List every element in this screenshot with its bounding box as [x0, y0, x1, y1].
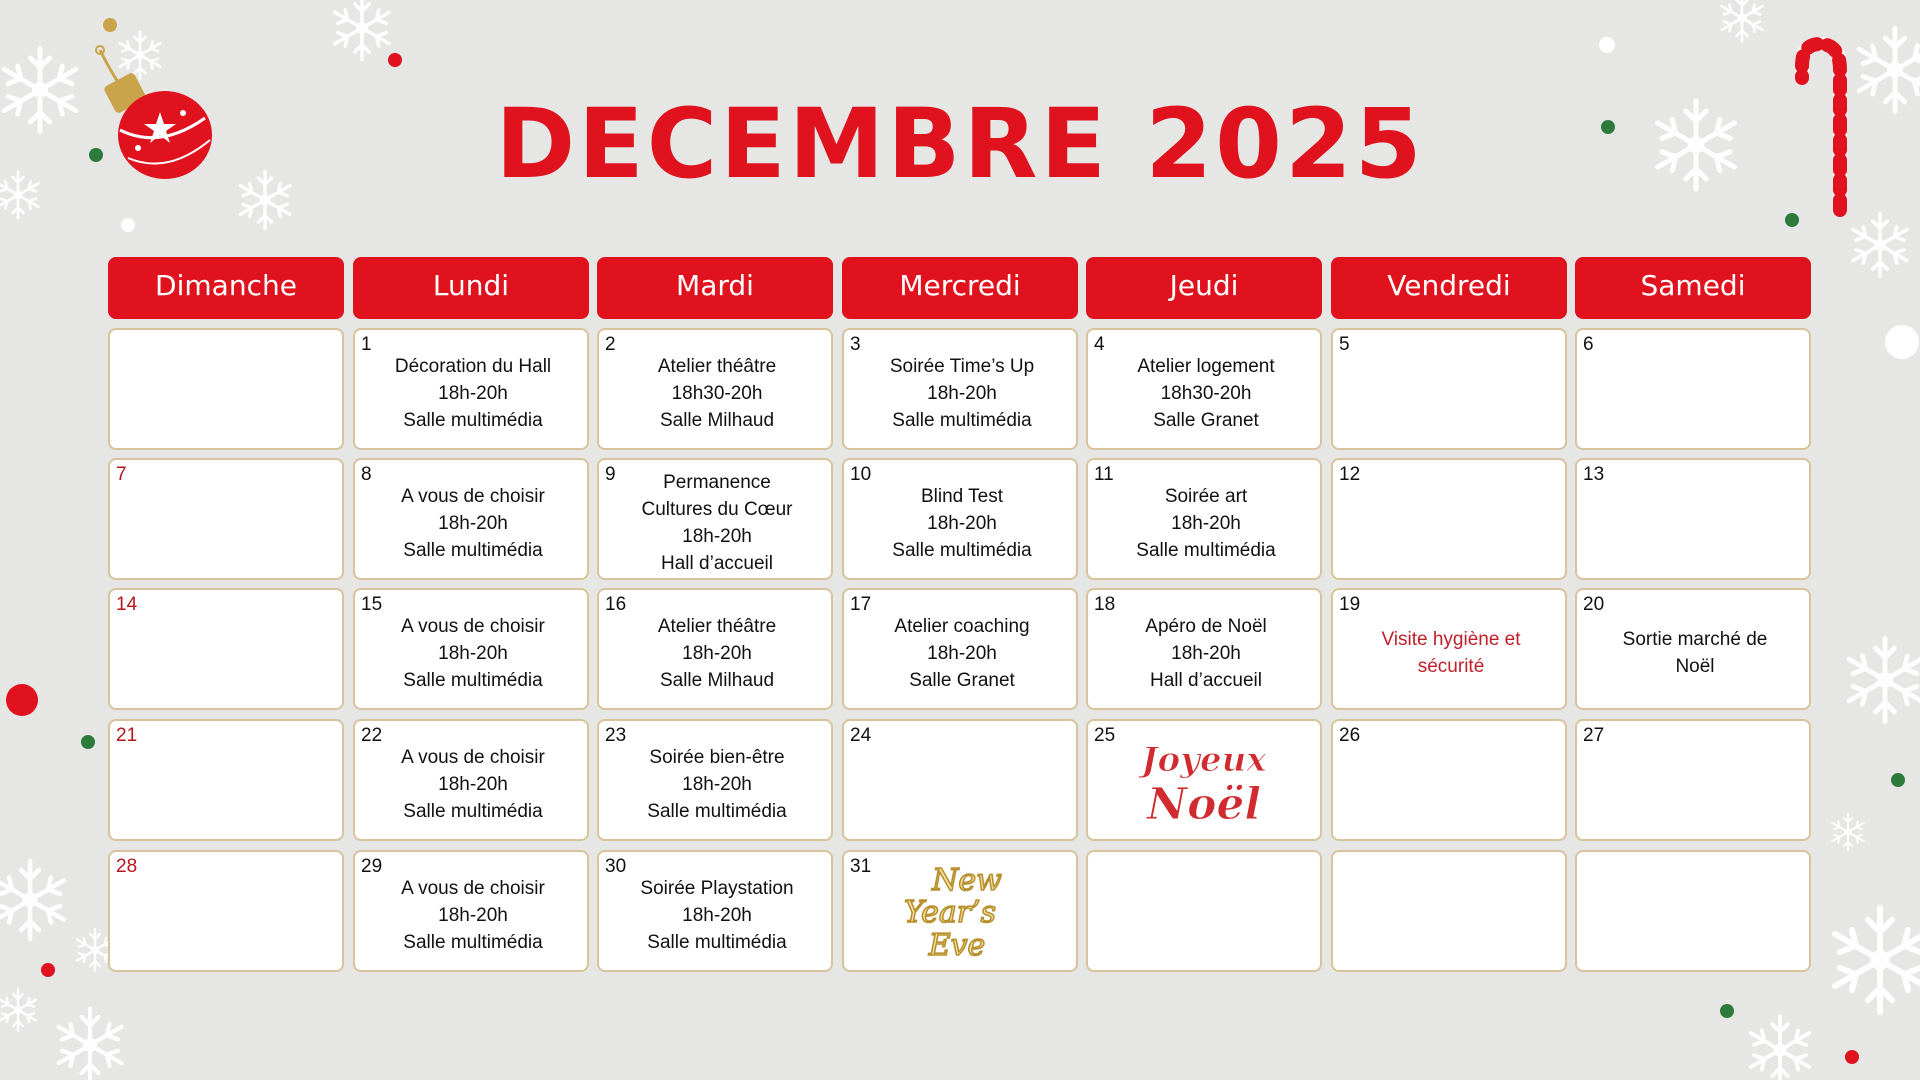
weekday-header-jeudi: Jeudi [1086, 257, 1322, 319]
day-number: 19 [1339, 594, 1361, 615]
day-number: 6 [1583, 334, 1594, 355]
event-line: A vous de choisir [401, 615, 545, 637]
day-number: 22 [361, 725, 383, 746]
day-number: 5 [1339, 334, 1350, 355]
event-line: Hall d’accueil [661, 553, 773, 574]
day-number: 17 [850, 594, 872, 615]
day-number: 16 [605, 594, 627, 615]
weekday-header-mardi: Mardi [597, 257, 833, 319]
event-details [1098, 344, 1314, 442]
day-number: 24 [850, 725, 872, 746]
day-number: 25 [1094, 725, 1116, 746]
day-number: 27 [1583, 725, 1605, 746]
weekday-header-row [0, 257, 1920, 319]
event-line: 18h-20h [927, 382, 997, 404]
day-number: 28 [116, 856, 138, 877]
event-line: Atelier théâtre [657, 615, 777, 637]
day-number: 30 [605, 856, 627, 877]
event-line: Salle multimédia [403, 669, 543, 691]
day-cell-11[interactable] [1086, 458, 1322, 580]
day-cell-1[interactable] [353, 328, 589, 450]
event-line: Salle multimédia [647, 931, 787, 953]
event-details [1587, 604, 1803, 702]
event-line: Salle Granet [909, 669, 1015, 691]
day-number: 1 [361, 334, 372, 355]
day-number: 21 [116, 725, 138, 746]
svg-text:Year’s: Year’s [903, 895, 997, 930]
day-number: 12 [1339, 464, 1361, 485]
event-line: Salle multimédia [403, 800, 543, 822]
page-title: DECEMBRE 2025 [495, 88, 1425, 200]
event-line: Salle multimédia [647, 800, 787, 822]
event-details [854, 474, 1070, 572]
day-cell-31[interactable] [842, 850, 1078, 972]
event-details [609, 474, 825, 572]
day-cell-19[interactable] [1331, 588, 1567, 710]
event-details [609, 604, 825, 702]
event-line: Salle multimédia [403, 409, 543, 431]
svg-text:New: New [932, 863, 1002, 898]
day-number: 23 [605, 725, 627, 746]
day-cell-25[interactable] [1086, 719, 1322, 841]
day-cell-20[interactable] [1575, 588, 1811, 710]
event-line: Apéro de Noël [1145, 615, 1267, 637]
day-cell-16[interactable] [597, 588, 833, 710]
svg-text:Eve: Eve [928, 928, 986, 963]
event-details [1098, 604, 1314, 702]
event-line: Soirée bien-être [649, 746, 785, 768]
event-line: 18h-20h [927, 642, 997, 664]
event-line: Soirée Playstation [640, 877, 794, 899]
event-details [609, 344, 825, 442]
event-line: Salle multimédia [1136, 539, 1276, 561]
event-line: 18h-20h [438, 773, 508, 795]
event-details [365, 344, 581, 442]
event-details [854, 344, 1070, 442]
event-line: 18h30-20h [671, 382, 763, 404]
day-cell-9[interactable] [597, 458, 833, 580]
event-line: Soirée Time’s Up [889, 355, 1035, 377]
day-cell-26[interactable] [1331, 719, 1567, 841]
day-cell-28[interactable] [108, 850, 344, 972]
day-cell-27[interactable] [1575, 719, 1811, 841]
day-number: 26 [1339, 725, 1361, 746]
event-details [854, 604, 1070, 702]
day-cell-24[interactable] [842, 719, 1078, 841]
day-cell-13[interactable] [1575, 458, 1811, 580]
event-line: 18h-20h [682, 526, 752, 547]
day-number: 20 [1583, 594, 1605, 615]
empty-day-cell[interactable] [108, 328, 344, 450]
event-line: Décoration du Hall [394, 355, 552, 377]
event-details [365, 866, 581, 964]
new-years-eve-sticker [895, 860, 1025, 964]
day-cell-6[interactable] [1575, 328, 1811, 450]
event-details [609, 735, 825, 833]
day-cell-18[interactable] [1086, 588, 1322, 710]
event-line: Salle multimédia [403, 539, 543, 561]
weekday-header-samedi: Samedi [1575, 257, 1811, 319]
day-cell-5[interactable] [1331, 328, 1567, 450]
day-cell-3[interactable] [842, 328, 1078, 450]
event-details [365, 735, 581, 833]
event-line: Cultures du Cœur [641, 499, 793, 520]
day-number: 15 [361, 594, 383, 615]
event-line: Soirée art [1164, 485, 1248, 507]
day-number: 13 [1583, 464, 1605, 485]
day-cell-2[interactable] [597, 328, 833, 450]
event-line: 18h-20h [682, 773, 752, 795]
day-cell-23[interactable] [597, 719, 833, 841]
event-line: 18h-20h [1171, 642, 1241, 664]
weekday-header-lundi: Lundi [353, 257, 589, 319]
event-line: 18h-20h [682, 904, 752, 926]
event-line: A vous de choisir [401, 746, 545, 768]
event-line: Permanence [663, 472, 771, 493]
event-line: Blind Test [920, 485, 1004, 507]
event-line: Salle multimédia [892, 409, 1032, 431]
event-line: A vous de choisir [401, 877, 545, 899]
event-line: 18h-20h [438, 382, 508, 404]
weekday-header-mercredi: Mercredi [842, 257, 1078, 319]
day-number: 18 [1094, 594, 1116, 615]
event-line: 18h-20h [1171, 512, 1241, 534]
event-line: Atelier coaching [894, 615, 1030, 637]
event-line: 18h-20h [438, 642, 508, 664]
event-details [609, 866, 825, 964]
event-details [365, 604, 581, 702]
event-details [1098, 474, 1314, 572]
day-number: 11 [1094, 464, 1114, 485]
day-cell-21[interactable] [108, 719, 344, 841]
empty-day-cell[interactable] [1086, 850, 1322, 972]
day-number: 31 [850, 856, 872, 877]
event-line: sécurité [1417, 656, 1485, 677]
day-cell-30[interactable] [597, 850, 833, 972]
day-number: 14 [116, 594, 138, 615]
event-line: Noël [1675, 656, 1715, 677]
event-line: 18h-20h [438, 512, 508, 534]
day-cell-15[interactable] [353, 588, 589, 710]
day-cell-8[interactable] [353, 458, 589, 580]
event-line: Salle multimédia [403, 931, 543, 953]
event-line: 18h-20h [682, 642, 752, 664]
day-cell-7[interactable] [108, 458, 344, 580]
day-number: 4 [1094, 334, 1105, 355]
day-number: 7 [116, 464, 127, 485]
weekday-header-dimanche: Dimanche [108, 257, 344, 319]
day-cell-29[interactable] [353, 850, 589, 972]
day-cell-4[interactable] [1086, 328, 1322, 450]
empty-day-cell[interactable] [1575, 850, 1811, 972]
day-cell-12[interactable] [1331, 458, 1567, 580]
day-cell-14[interactable] [108, 588, 344, 710]
event-line: Visite hygiène et [1381, 629, 1521, 650]
weekday-header-vendredi: Vendredi [1331, 257, 1567, 319]
event-line: Salle Milhaud [659, 409, 775, 431]
day-number: 10 [850, 464, 872, 485]
event-line: 18h-20h [927, 512, 997, 534]
day-cell-17[interactable] [842, 588, 1078, 710]
event-details [365, 474, 581, 572]
event-line: Hall d’accueil [1150, 669, 1262, 691]
empty-day-cell[interactable] [1331, 850, 1567, 972]
event-line: Atelier logement [1137, 355, 1275, 377]
event-line: Salle multimédia [892, 539, 1032, 561]
event-details [1343, 604, 1559, 702]
event-line: Salle Granet [1153, 409, 1259, 431]
day-number: 8 [361, 464, 372, 485]
day-number: 9 [605, 464, 616, 485]
event-line: 18h-20h [438, 904, 508, 926]
day-number: 3 [850, 334, 861, 355]
event-line: A vous de choisir [401, 485, 545, 507]
svg-text:Noël: Noël [1146, 779, 1262, 830]
day-number: 29 [361, 856, 383, 877]
day-cell-10[interactable] [842, 458, 1078, 580]
day-number: 2 [605, 334, 616, 355]
event-line: Sortie marché de [1622, 629, 1768, 650]
day-cell-22[interactable] [353, 719, 589, 841]
svg-text:Joyeux: Joyeux [1141, 740, 1267, 780]
event-line: Atelier théâtre [657, 355, 777, 377]
joyeux-noel-sticker [1139, 729, 1269, 833]
event-line: Salle Milhaud [659, 669, 775, 691]
event-line: 18h30-20h [1160, 382, 1252, 404]
